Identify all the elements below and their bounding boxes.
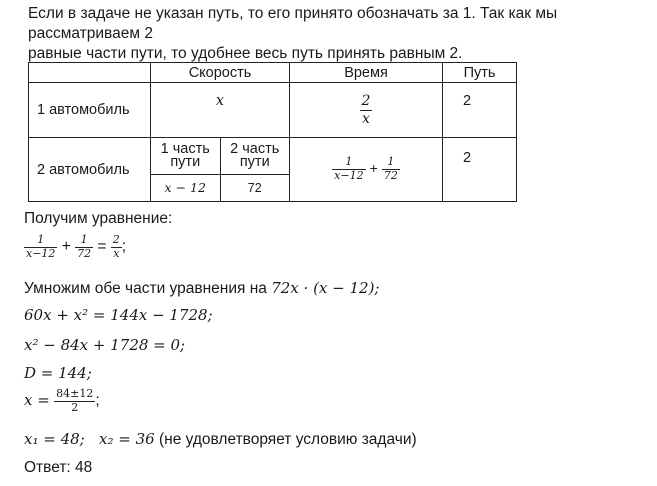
car1-time-den: x	[362, 110, 370, 127]
eq-frac1	[24, 234, 57, 260]
car2-path: 2	[443, 138, 517, 202]
car1-label: 1 автомобиль	[29, 83, 151, 138]
car2-time	[290, 138, 443, 202]
roots-line	[24, 430, 417, 449]
car1-time	[290, 83, 443, 138]
part1-speed	[151, 175, 220, 202]
header-time: Время	[290, 63, 443, 83]
step3	[24, 364, 92, 383]
eq-frac3	[111, 234, 122, 260]
multiply-expr: 72x · (x − 12);	[271, 279, 380, 297]
get-equation-text: Получим уравнение:	[24, 210, 173, 227]
roots-math: x₁ = 48; x₂ = 36	[24, 430, 155, 448]
car2-time-frac2	[382, 156, 400, 182]
table-row-car1	[29, 83, 517, 138]
intro-line-1: Если в задаче не указан путь, то его принято обозначать за 1. Так как мы рассматриваем 2	[28, 5, 558, 42]
part2-speed: 72	[220, 175, 289, 202]
car2-time-num2: 1	[382, 156, 400, 170]
problem-intro	[28, 4, 653, 64]
car2-speed-subtable	[151, 138, 289, 201]
car1-time-num: 2	[361, 93, 371, 110]
eq-equals: =	[97, 238, 107, 256]
part2-header: 2 часть пути	[220, 138, 289, 175]
step1-expr: 60x + x² = 144x − 1728;	[24, 306, 213, 324]
root-formula	[24, 388, 100, 414]
step3-expr: D = 144;	[24, 364, 92, 382]
eq-den2: 72	[77, 246, 92, 260]
table-row-car2	[29, 138, 517, 202]
data-table	[28, 62, 517, 202]
equation	[24, 234, 126, 260]
step2	[24, 336, 185, 355]
eq-den3: x	[113, 246, 120, 260]
eq-num1: 1	[24, 234, 57, 248]
eq-num2: 1	[75, 234, 93, 248]
answer: Ответ: 48	[24, 459, 93, 476]
root-end: ;	[95, 392, 100, 410]
car1-time-fraction	[360, 93, 373, 126]
eq-frac2	[75, 234, 93, 260]
car2-speed	[151, 138, 290, 202]
multiply-text: Умножим обе части уравнения на	[24, 280, 267, 297]
car2-time-den1: x−12	[334, 169, 364, 182]
part1-header: 1 часть пути	[151, 138, 220, 175]
table-header-row	[29, 63, 517, 83]
car2-time-num1: 1	[332, 156, 365, 170]
header-path: Путь	[443, 63, 517, 83]
part1-speed-value: x − 12	[164, 180, 206, 195]
multiply-line	[24, 279, 379, 298]
car2-time-frac1	[332, 156, 365, 182]
eq-plus: +	[61, 238, 71, 256]
car2-time-den2: 72	[383, 169, 398, 182]
eq-den1: x−12	[26, 246, 56, 260]
root-num: 84±12	[56, 387, 94, 400]
root-lhs: x =	[24, 391, 50, 410]
car1-speed-value: x	[215, 93, 225, 109]
roots-note: (не удовлетворяет условию задачи)	[159, 431, 417, 448]
eq-end: ;	[121, 238, 127, 256]
car2-time-plus: +	[369, 160, 378, 177]
step2-expr: x² − 84x + 1728 = 0;	[24, 336, 186, 354]
intro-line-2: равные части пути, то удобнее весь путь принять равным 2.	[28, 45, 463, 62]
root-frac	[54, 388, 95, 414]
car2-label: 2 автомобиль	[29, 138, 151, 202]
car1-speed	[151, 83, 290, 138]
header-empty	[29, 63, 151, 83]
eq-num3: 2	[112, 233, 120, 246]
car1-path: 2	[443, 83, 517, 138]
header-speed: Скорость	[151, 63, 290, 83]
step1	[24, 306, 213, 325]
root-den: 2	[71, 400, 79, 414]
